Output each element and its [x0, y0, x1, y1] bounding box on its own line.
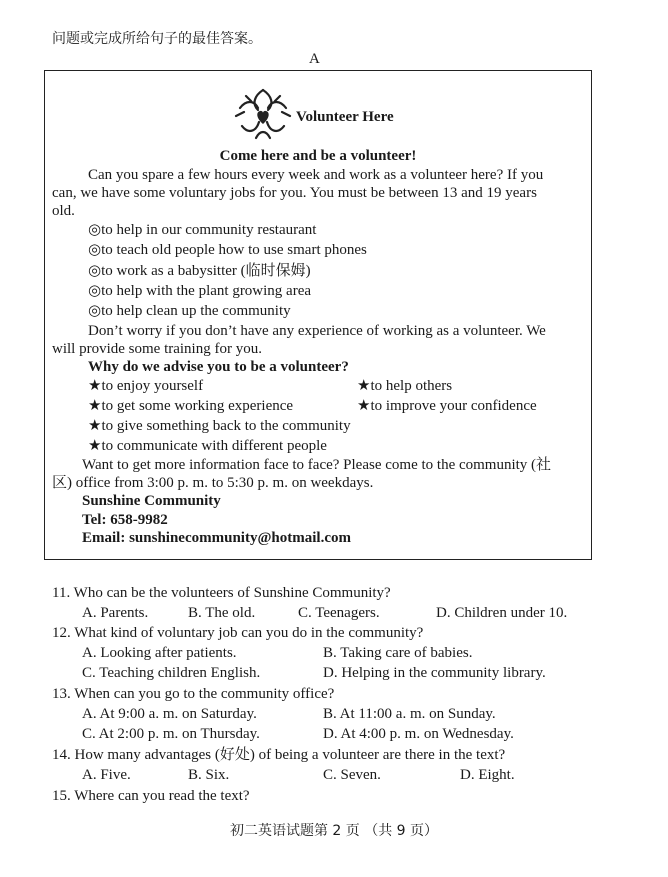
- org-name: Sunshine Community: [82, 493, 221, 509]
- answer-option: B. Taking care of babies.: [323, 645, 473, 661]
- reason-item: ★to give something back to the community: [88, 418, 351, 434]
- answer-option: C. At 2:00 p. m. on Thursday.: [82, 726, 260, 742]
- answer-option: A. Looking after patients.: [82, 645, 237, 661]
- logo-text: Volunteer Here: [296, 109, 394, 125]
- answer-option: A. At 9:00 a. m. on Saturday.: [82, 706, 257, 722]
- answer-option: C. Teenagers.: [298, 605, 380, 621]
- paragraph-line: Want to get more information face to face? Please come to the community (社: [82, 457, 552, 473]
- poster-headline: Come here and be a volunteer!: [219, 148, 417, 164]
- answer-option: C. Seven.: [323, 767, 381, 783]
- why-heading: Why do we advise you to be a volunteer?: [88, 359, 349, 375]
- reason-item: ★to enjoy yourself: [88, 378, 204, 394]
- paragraph-line: old.: [52, 203, 75, 219]
- page-footer: 初二英语试题第 2 页 （共 9 页）: [229, 823, 439, 839]
- answer-option: C. Teaching children English.: [82, 665, 261, 681]
- contact-email: Email: sunshinecommunity@hotmail.com: [82, 530, 351, 546]
- reason-item: ★to improve your confidence: [357, 398, 537, 414]
- answer-option: D. At 4:00 p. m. on Wednesday.: [323, 726, 514, 742]
- paragraph-line: Don’t worry if you don’t have any experience of working as a volunteer. We: [88, 323, 546, 339]
- answer-option: B. At 11:00 a. m. on Sunday.: [323, 706, 496, 722]
- section-label: A: [309, 51, 320, 67]
- instruction-text: 问题或完成所给句子的最佳答案。: [52, 31, 262, 47]
- answer-option: A. Parents.: [82, 605, 149, 621]
- question-stem: 12. What kind of voluntary job can you do in the community?: [52, 625, 424, 641]
- question-stem: 11. Who can be the volunteers of Sunshine Community?: [52, 585, 391, 601]
- reason-item: ★to get some working experience: [88, 398, 294, 414]
- job-item: ◎to help with the plant growing area: [88, 283, 312, 299]
- paragraph-line: can, we have some voluntary jobs for you. You must be between 13 and 19 years: [52, 185, 537, 201]
- job-item: ◎to help clean up the community: [88, 303, 291, 319]
- answer-option: B. Six.: [188, 767, 230, 783]
- job-item: ◎to help in our community restaurant: [88, 222, 317, 238]
- job-item: ◎to teach old people how to use smart phones: [88, 242, 367, 258]
- paragraph-line: Can you spare a few hours every week and work as a volunteer here? If you: [88, 167, 544, 183]
- paragraph-line: 区) office from 3:00 p. m. to 5:30 p. m. on weekdays.: [52, 475, 374, 491]
- answer-option: A. Five.: [82, 767, 131, 783]
- reason-item: ★to help others: [357, 378, 453, 394]
- question-stem: 15. Where can you read the text?: [52, 788, 250, 804]
- question-stem: 13. When can you go to the community office?: [52, 686, 335, 702]
- answer-option: D. Children under 10.: [436, 605, 568, 621]
- job-item: ◎to work as a babysitter (临时保姆): [88, 263, 311, 279]
- contact-tel: Tel: 658-9982: [82, 512, 168, 528]
- reason-item: ★to communicate with different people: [88, 438, 327, 454]
- answer-option: B. The old.: [188, 605, 256, 621]
- paragraph-line: will provide some training for you.: [52, 341, 262, 357]
- answer-option: D. Eight.: [460, 767, 515, 783]
- question-stem: 14. How many advantages (好处) of being a volunteer are there in the text?: [52, 747, 506, 763]
- answer-option: D. Helping in the community library.: [323, 665, 546, 681]
- volunteer-hands-heart-icon: [232, 86, 294, 142]
